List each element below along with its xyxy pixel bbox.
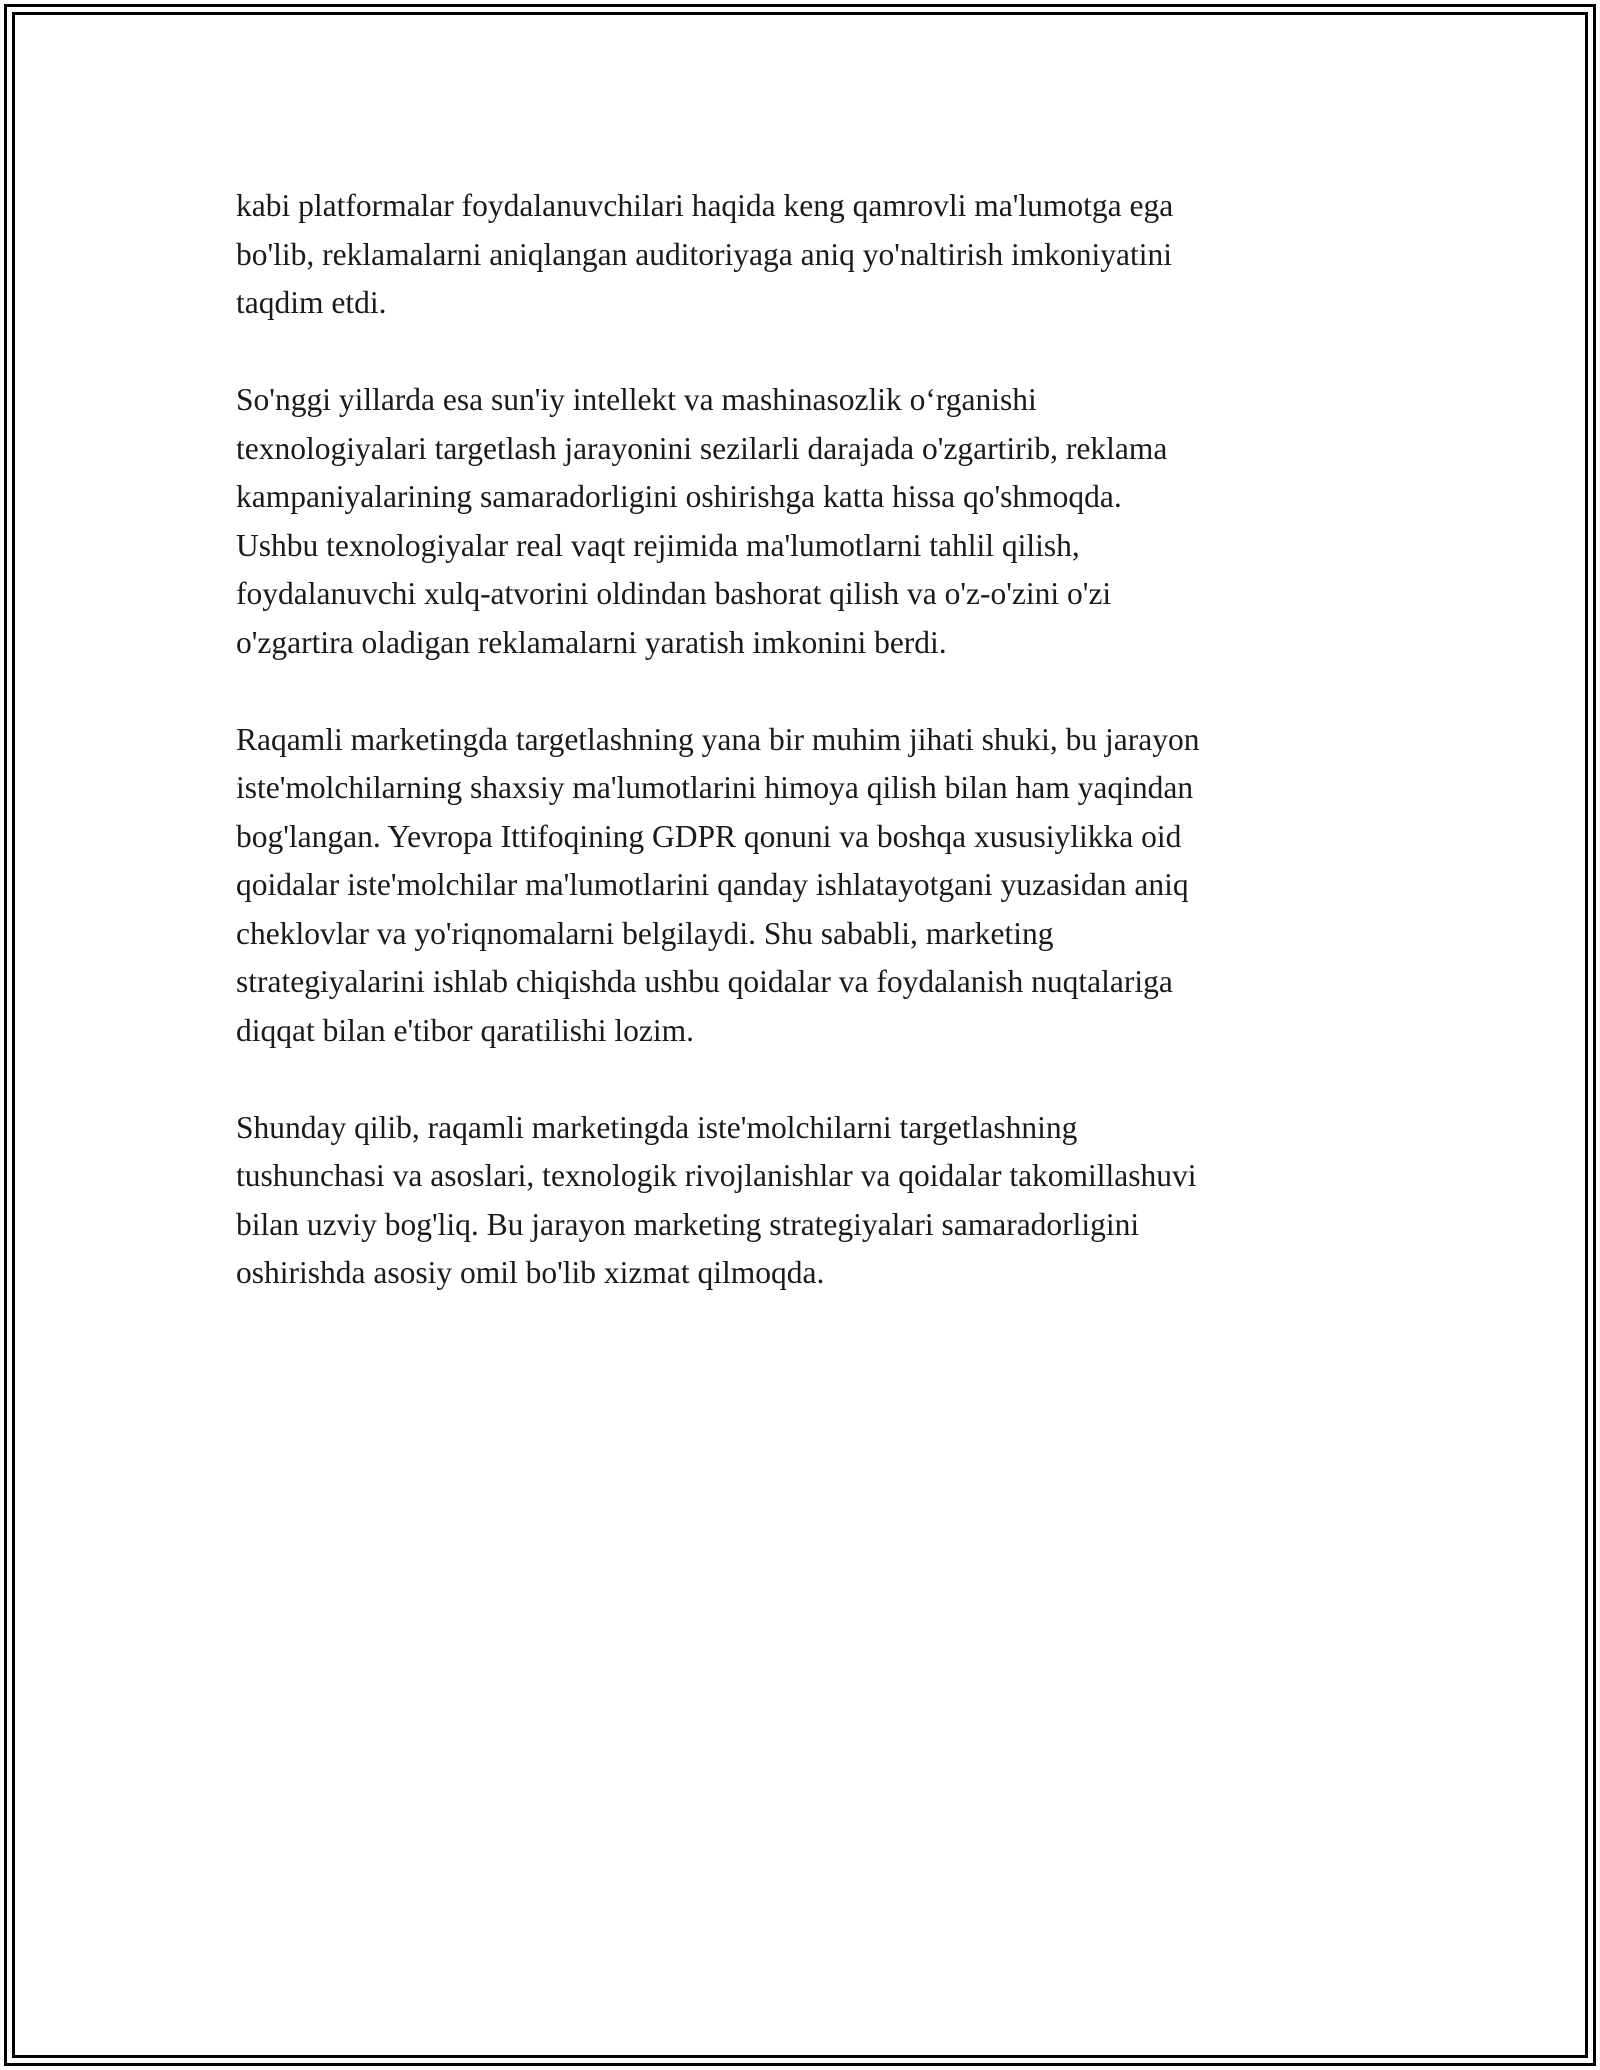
text-line: qoidalar iste'molchilar ma'lumotlarini qanday ishlatayotgani yuzasidan aniq — [236, 867, 1189, 902]
paragraph-3 — [236, 716, 1396, 1056]
text-line: o'zgartira oladigan reklamalarni yaratish imkonini berdi. — [236, 624, 947, 660]
text-line: Ushbu texnologiyalar real vaqt rejimida ma'lumotlarni tahlil qilish, — [236, 527, 1080, 563]
text-line: bilan uzviy bog'liq. Bu jarayon marketing strategiyalari samaradorligini — [236, 1206, 1140, 1242]
text-line: bog'langan. Yevropa Ittifoqining GDPR qonuni va boshqa xususiylikka oid — [236, 818, 1182, 854]
text-line: oshirishda asosiy omil bo'lib xizmat qilmoqda. — [236, 1255, 825, 1290]
text-line: Shunday qilib, raqamli marketingda iste'molchilarni targetlashning — [236, 1109, 1078, 1145]
text-line: kampaniyalarining samaradorligini oshirishga katta hissa qo'shmoqda. — [236, 479, 1122, 514]
text-line: diqqat bilan e'tibor qaratilishi lozim. — [236, 1012, 694, 1048]
text-line: cheklovlar va yo'riqnomalarni belgilaydi. Shu sababli, marketing — [236, 915, 1054, 951]
document-body — [236, 182, 1396, 1346]
paragraph-1 — [236, 182, 1396, 328]
text-line: texnologiyalari targetlash jarayonini sezilarli darajada o'zgartirib, reklama — [236, 430, 1168, 466]
text-line: So'nggi yillarda esa sun'iy intellekt va mashinasozlik o‘rganishi — [236, 382, 1037, 417]
paragraph-4 — [236, 1104, 1396, 1298]
text-line: tushunchasi va asoslari, texnologik rivojlanishlar va qoidalar takomillashuvi — [236, 1158, 1197, 1193]
text-line: bo'lib, reklamalarni aniqlangan auditoriyaga aniq yo'naltirish imkoniyatini — [236, 236, 1172, 272]
text-line: strategiyalarini ishlab chiqishda ushbu qoidalar va foydalanish nuqtalariga — [236, 964, 1173, 999]
text-line: taqdim etdi. — [236, 285, 387, 320]
text-line: foydalanuvchi xulq-atvorini oldindan bashorat qilish va o'z-o'zini o'zi — [236, 576, 1112, 611]
paragraph-2 — [236, 376, 1396, 667]
text-line: kabi platformalar foydalanuvchilari haqida keng qamrovli ma'lumotga ega — [236, 188, 1174, 223]
text-line: iste'molchilarning shaxsiy ma'lumotlarini himoya qilish bilan ham yaqindan — [236, 770, 1194, 805]
text-line: Raqamli marketingda targetlashning yana bir muhim jihati shuki, bu jarayon — [236, 721, 1200, 757]
